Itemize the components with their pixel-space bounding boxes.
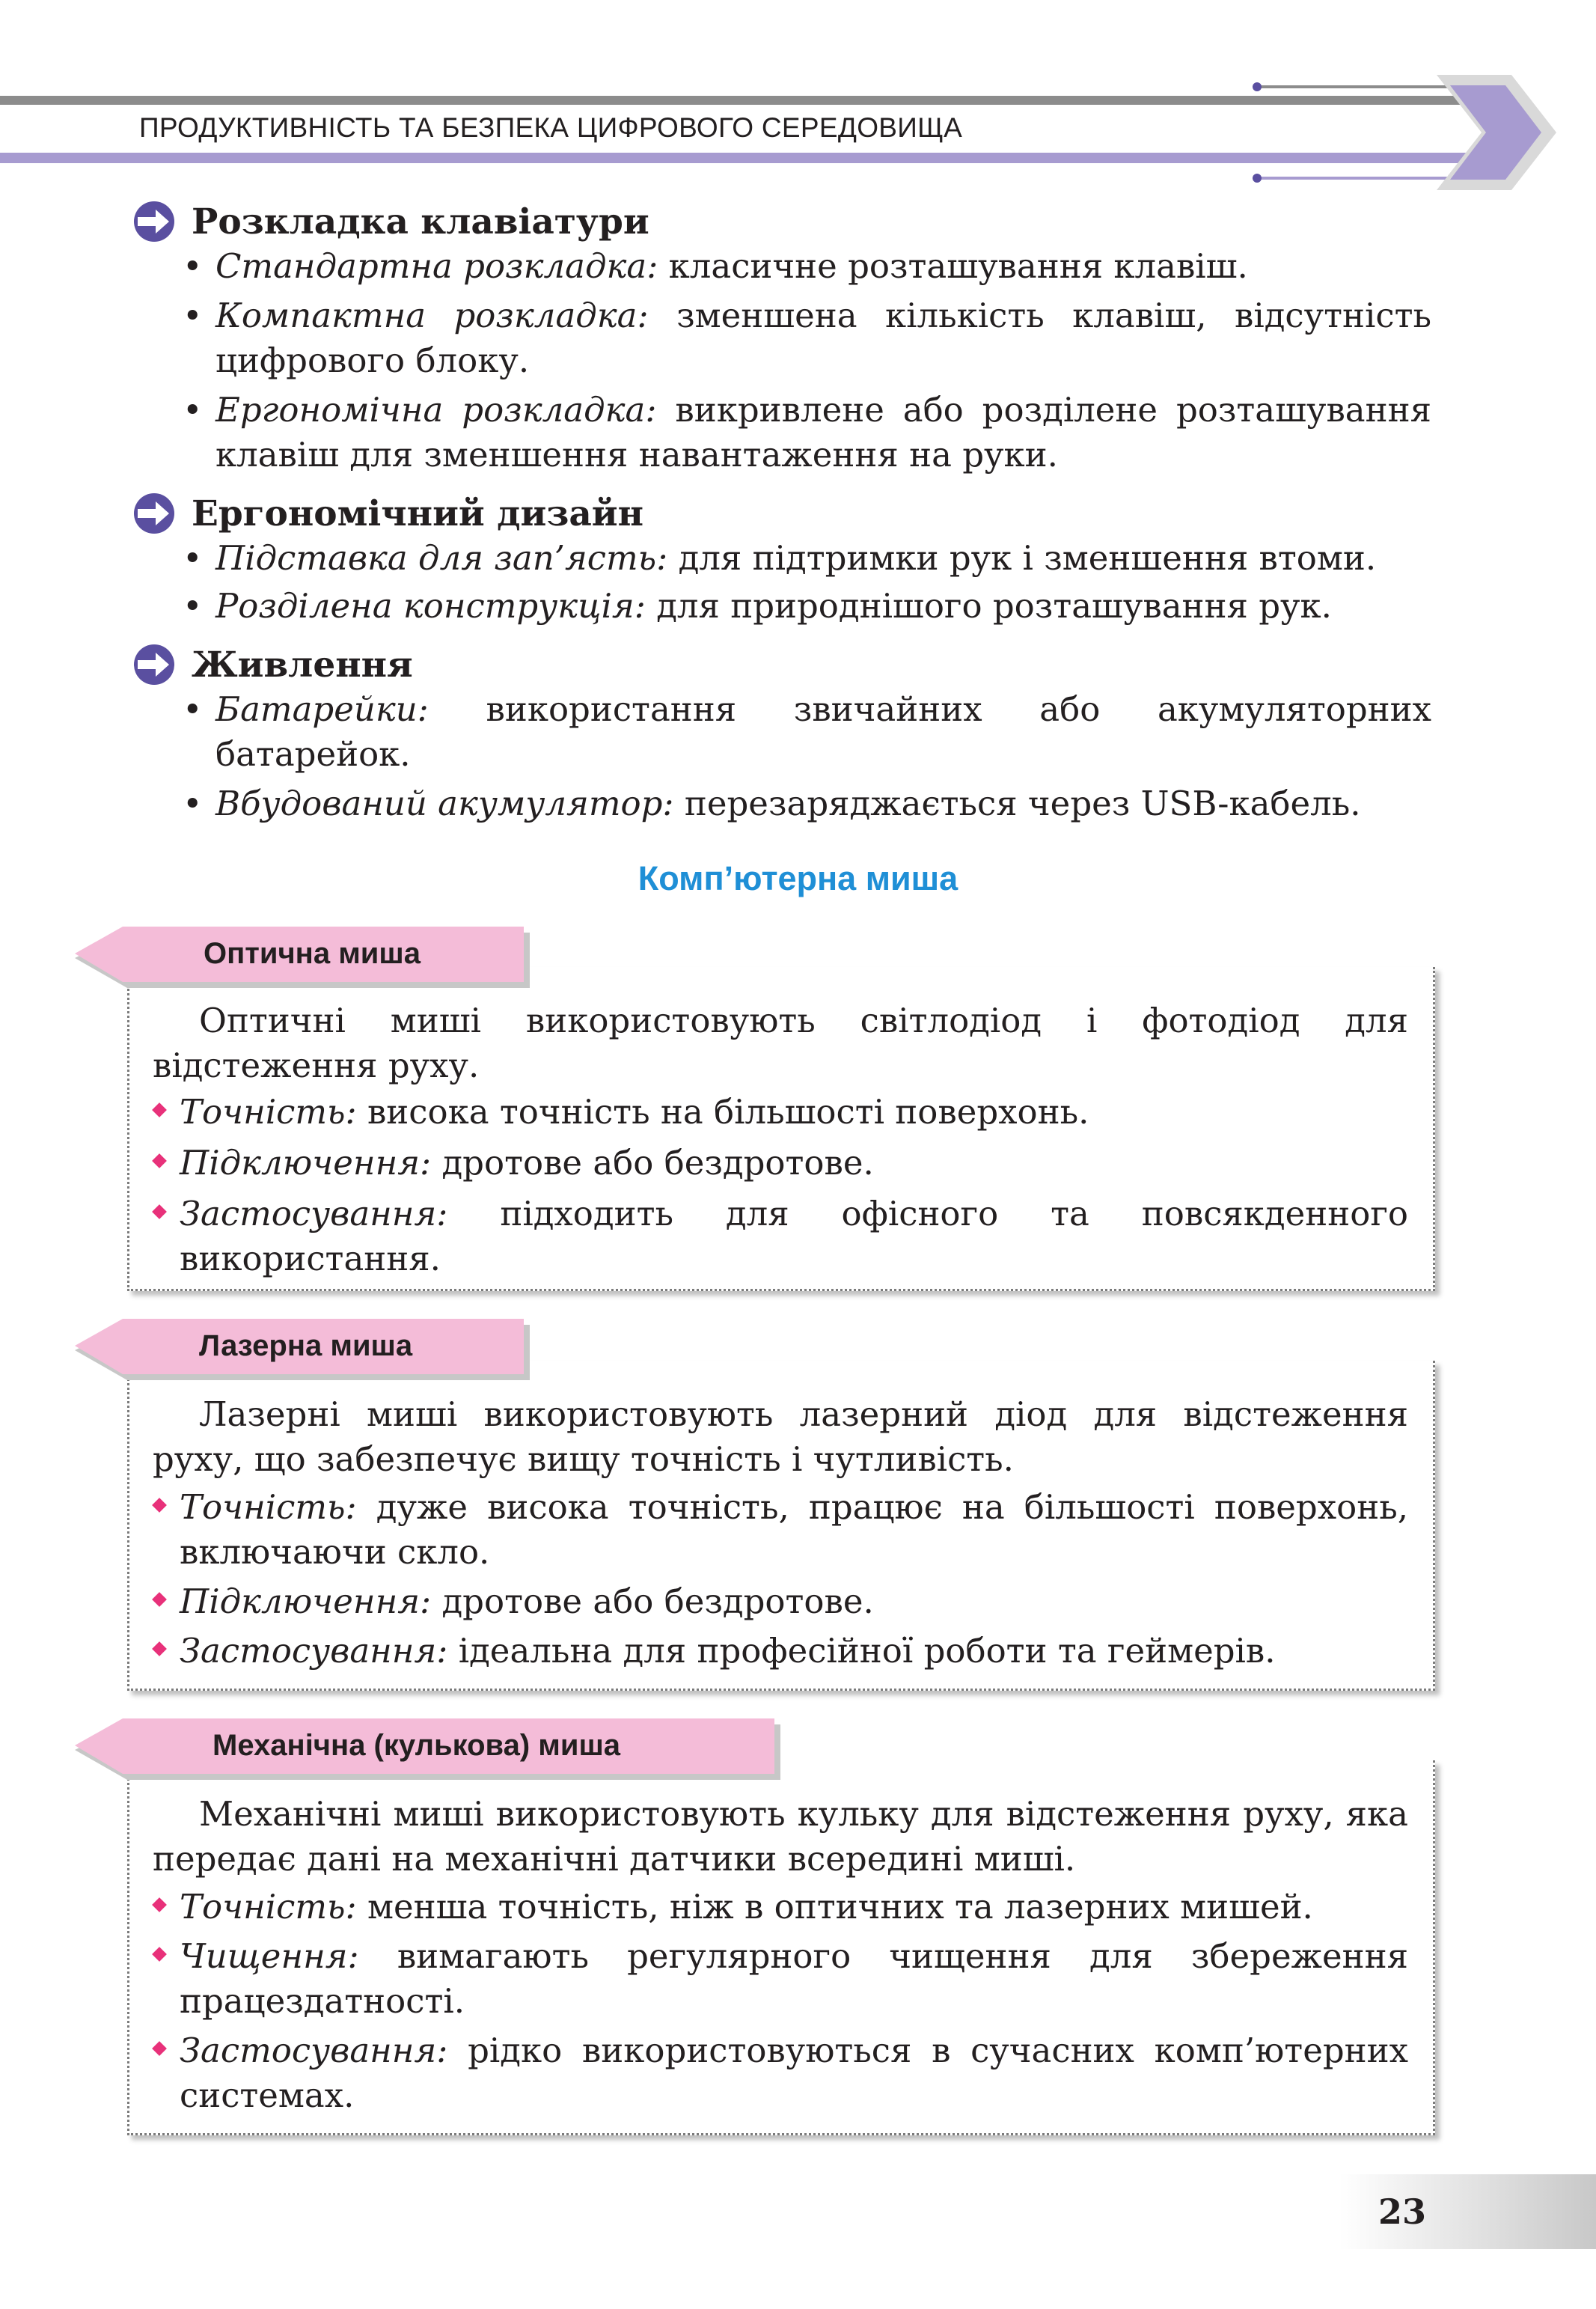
list-item: • Розділена конструкція: для природнішого розташування рук. — [183, 586, 1332, 626]
definition: дуже висока точність, працює на більшості поверхонь, включаючи скло. — [180, 1487, 1408, 1572]
mechanical-tab-label: Механічна (кулькова) миша — [213, 1729, 621, 1762]
running-header: ПРОДУКТИВНІСТЬ ТА БЕЗПЕКА ЦИФРОВОГО СЕРЕДОВИЩА — [139, 112, 963, 143]
header-arrow-icon — [1212, 69, 1556, 196]
list-item — [180, 1579, 1408, 1624]
definition: для підтримки рук і зменшення втоми. — [667, 538, 1377, 578]
list-item: • Ергономічна розкладка: викривлене або розділене розташування клавіш для зменшення навантаження на руки. — [183, 390, 1431, 475]
arrow-circle-icon — [133, 644, 175, 686]
mechanical-intro: Механічні миші використовують кульку для відстеження руху, яка передає дані на механічні датчики всередині миші. — [153, 1794, 1408, 1879]
term: Підключення: — [180, 1581, 432, 1621]
definition: дротове або бездротове. — [431, 1581, 874, 1621]
term: Підставка для зап’ясть: — [215, 538, 668, 578]
section-heading-layout — [133, 201, 649, 243]
page-number: 23 — [1378, 2191, 1427, 2232]
section-title: Живлення — [192, 644, 413, 686]
section-title: Ергономічний дизайн — [192, 492, 644, 534]
list-item — [180, 2028, 1408, 2118]
definition: дротове або бездротове. — [431, 1143, 874, 1183]
term: Чищення: — [180, 1936, 359, 1976]
definition: підходить для офісного та повсякденного використання. — [180, 1194, 1408, 1278]
definition: зменшена кількість клавіш, відсутність цифрового блоку. — [215, 296, 1431, 380]
section-heading-design — [133, 492, 643, 534]
term: Батарейки: — [215, 689, 429, 729]
definition: використання звичайних або акумуляторних батарейок. — [215, 689, 1431, 774]
definition: перезаряджається через USB-кабель. — [673, 784, 1361, 823]
list-item — [180, 1141, 1408, 1186]
arrow-circle-icon — [133, 201, 175, 243]
definition: класичне розташування клавіш. — [658, 246, 1248, 286]
term: Точність: — [180, 1887, 357, 1927]
list-item — [180, 1090, 1408, 1135]
laser-intro: Лазерні миші використовують лазерний діод для відстеження руху, що забезпечує вищу точність і чутливість. — [153, 1394, 1408, 1479]
list-item: • Батарейки: використання звичайних або акумуляторних батарейок. — [183, 689, 1431, 774]
list-item — [180, 1629, 1408, 1674]
term: Підключення: — [180, 1143, 432, 1183]
term: Розділена конструкція: — [215, 586, 646, 626]
definition: для природнішого розташування рук. — [645, 586, 1332, 626]
list-item: • Підставка для зап’ясть: для підтримки рук і зменшення втоми. — [183, 538, 1377, 578]
term: Стандартна розкладка: — [215, 246, 658, 286]
term: Ергономічна розкладка: — [215, 390, 657, 430]
term: Застосування: — [180, 1631, 448, 1671]
section-heading-power — [133, 644, 413, 686]
laser-tab-label: Лазерна миша — [199, 1329, 413, 1362]
list-item — [180, 1934, 1408, 2024]
optical-tab-label: Оптична миша — [204, 937, 421, 970]
definition: висока точність на більшості поверхонь. — [356, 1092, 1089, 1132]
term: Компактна розкладка: — [215, 296, 649, 335]
list-item — [180, 1885, 1408, 1930]
definition: менша точність, ніж в оптичних та лазерних мишей. — [356, 1887, 1313, 1927]
section-title: Розкладка клавіатури — [192, 201, 649, 243]
list-item: • Стандартна розкладка: класичне розташування клавіш. — [183, 246, 1248, 286]
optical-intro: Оптичні миші використовують світлодіод і фотодіод для відстеження руху. — [153, 1001, 1408, 1085]
list-item — [180, 1485, 1408, 1575]
term: Точність: — [180, 1487, 357, 1527]
subsection-title: Комп’ютерна миша — [638, 859, 958, 897]
definition: викривлене або розділене розташування клавіш для зменшення навантаження на руки. — [215, 390, 1431, 475]
definition: вимагають регулярного чищення для збереження працездатності. — [180, 1936, 1408, 2021]
definition: рідко використовуються в сучасних комп’ютерних системах. — [180, 2031, 1408, 2115]
list-item — [180, 1192, 1408, 1281]
term: Застосування: — [180, 1194, 448, 1233]
term: Точність: — [180, 1092, 357, 1132]
arrow-circle-icon — [133, 492, 175, 534]
list-item: • Вбудований акумулятор: перезаряджається через USB-кабель. — [183, 784, 1361, 823]
list-item: • Компактна розкладка: зменшена кількість клавіш, відсутність цифрового блоку. — [183, 296, 1431, 380]
term: Застосування: — [180, 2031, 448, 2070]
term: Вбудований акумулятор: — [215, 784, 674, 823]
definition: ідеальна для професійної роботи та геймерів. — [447, 1631, 1276, 1671]
